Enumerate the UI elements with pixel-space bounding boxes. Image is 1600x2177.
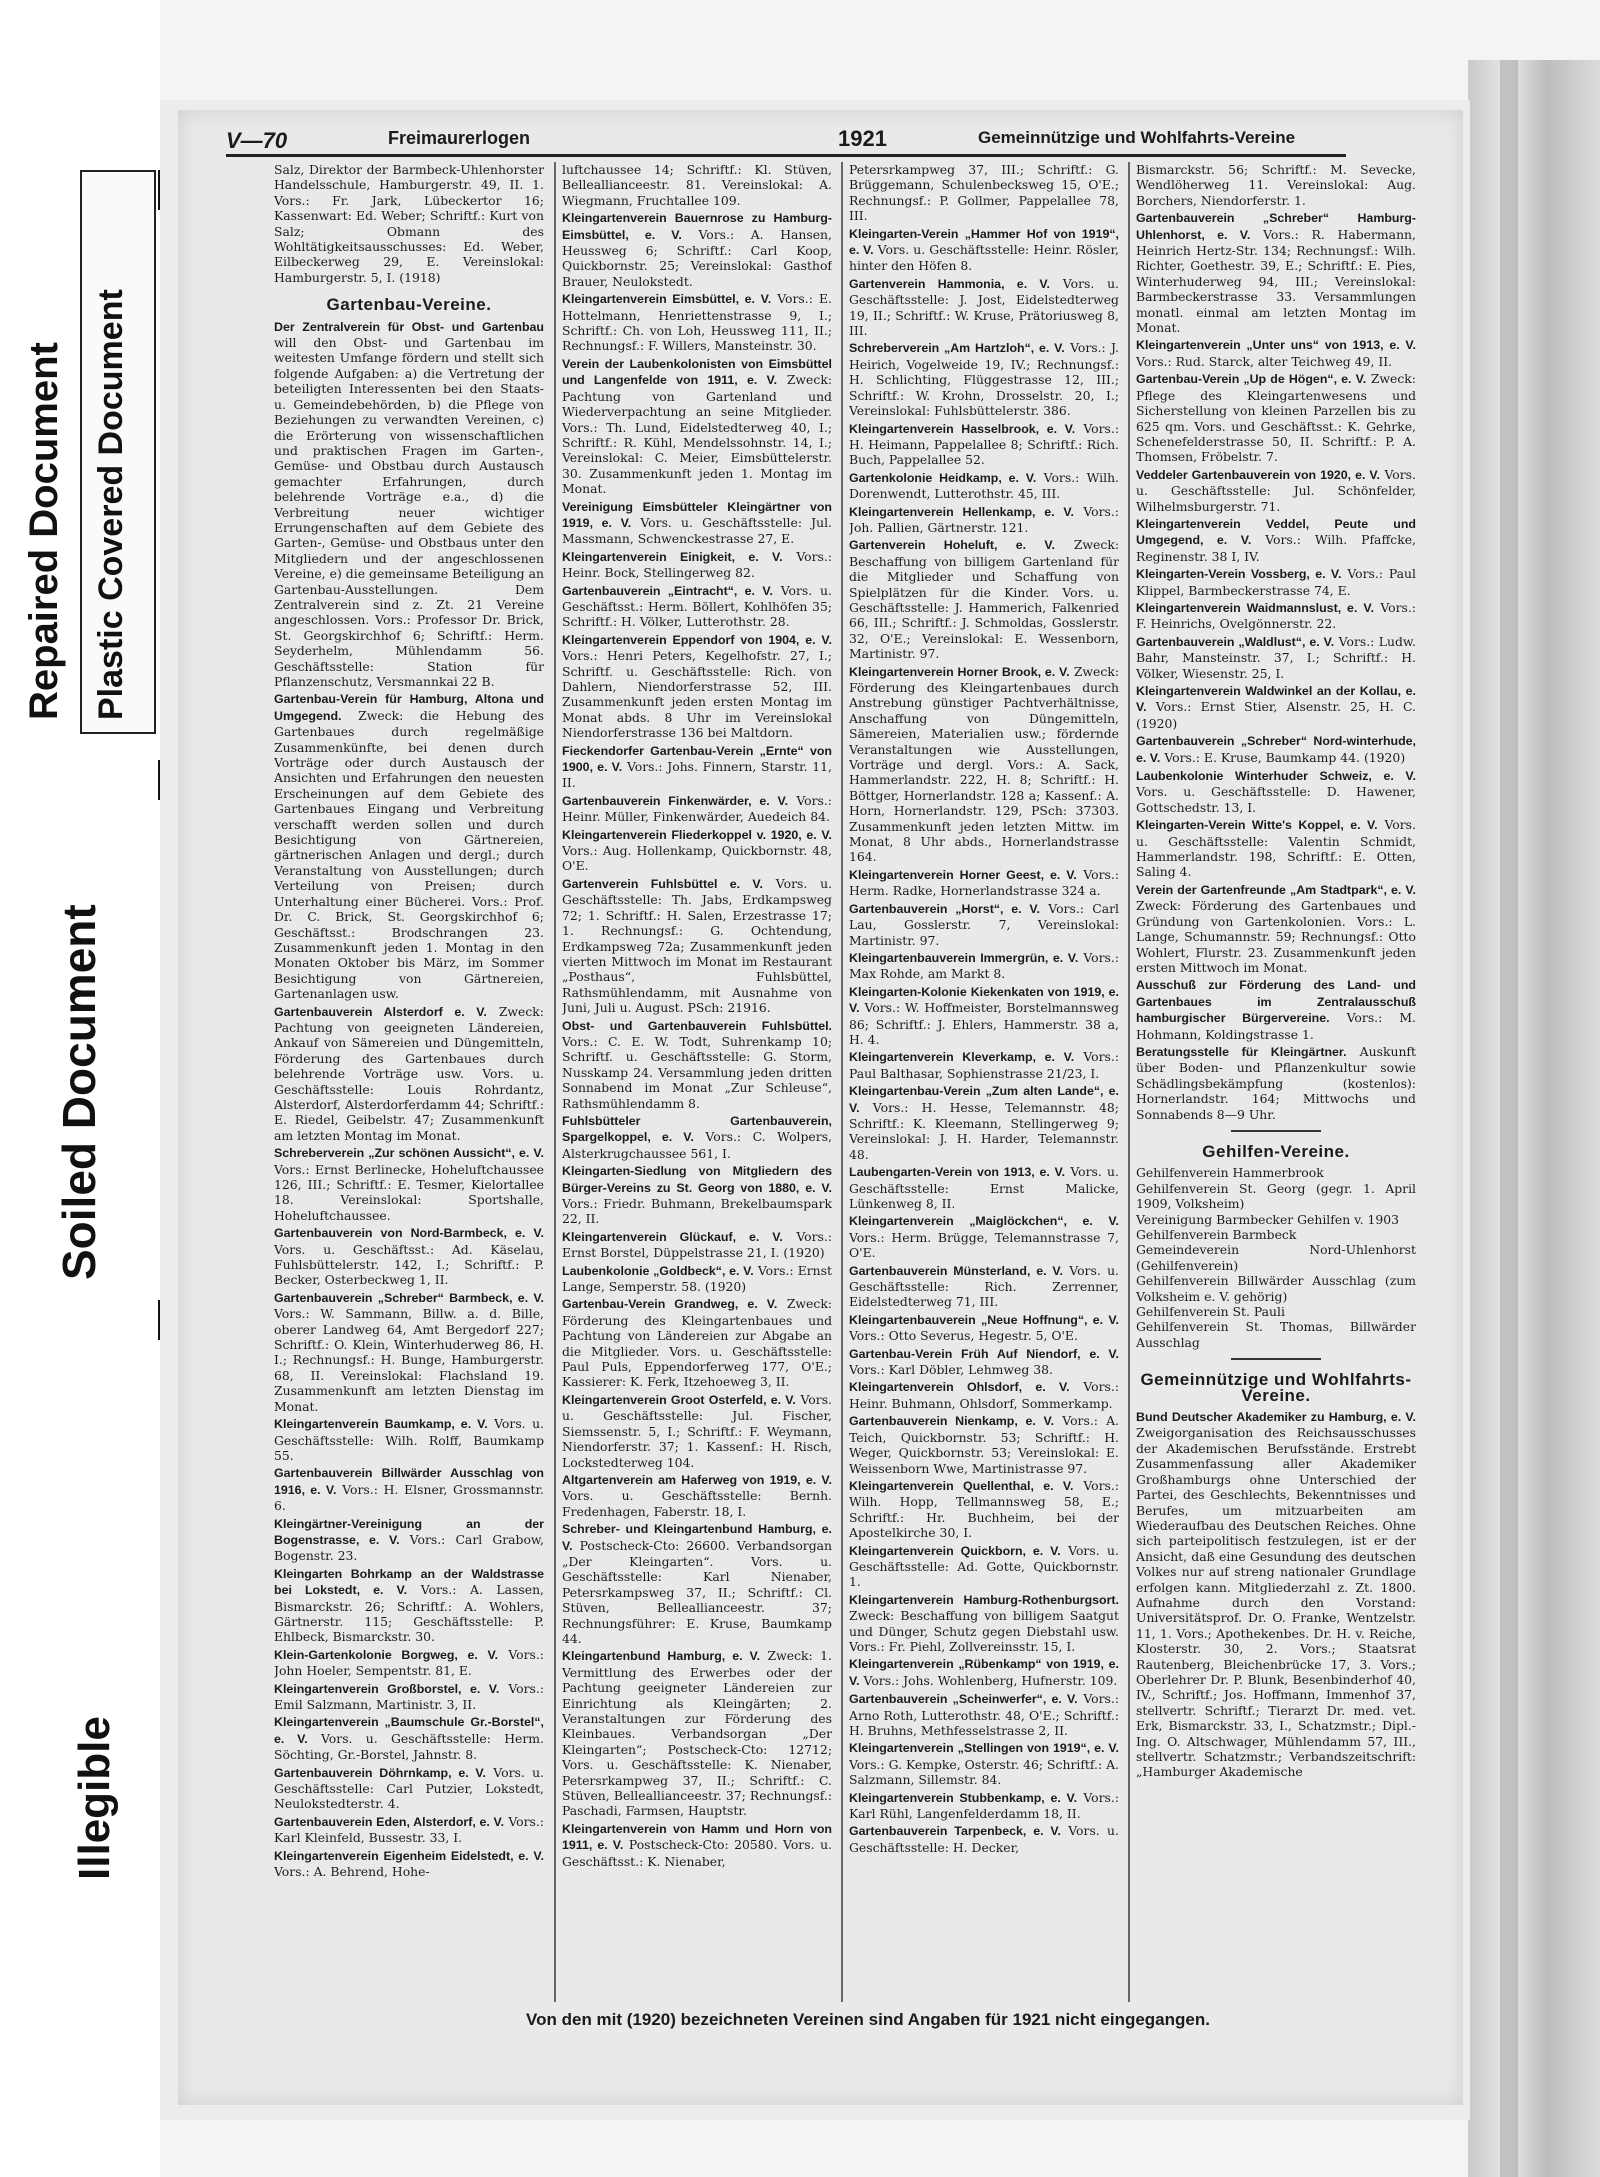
entry-text: Zweigorganisation des Reichsausschusses der Akademischen Berufsstände. Erstrebt Zusammenfassung aller Akademiker Großhamburgs ohne Unterschied der Partei, des Geschlechts, Bekenntnisses und Berufes, um mitzuarbeiten am Wiederaufbau des Deutschen Reiches. Ohne sich parteipolitisch festzulegen, ist er der Ansicht, daß eine Gesundung des deutschen Volkes nur auf streng nationaler Grundlage erfolgen kann. Mitgliederzahl z. Zt. 1800. Aufnahme durch den Vorstand: Universitätsprof. Dr. O. Franke, Wentzelstr. 11, 1. Vors.; Apothekenbes. Dr. H. v. Reiche, Klosterstr. 30, 2. Vors.; Staatsrat Rautenberg, Bleichenbrücke 17, 3. Vors.; Oberlehrer Dr. P. Blunk, Besenbinderhof 40, IV., Schriftf.; Jos. Hoffmann, Immenhof 37, stellvertr. Schriftf.; Tierarzt Dr. med. vet. Erk, Bismarckstr. 33, I., Schatzmstr.; Dipl.-Ing. O. Altschwager, Mühlendamm 57, III., stellvertr. Schatzmstr.; Verbandszeitschrift: „Hamburger Akademische bbox=[1136, 1425, 1416, 1780]
entry-name: Gartenbau-Verein Früh Auf Niendorf, e. V. bbox=[849, 1346, 1119, 1361]
entry-name: Gartenbauverein „Eintracht“, e. V. bbox=[562, 583, 773, 598]
list-item bbox=[849, 1312, 1119, 1344]
list-item bbox=[849, 1083, 1119, 1162]
entry-text: Zweck: Pflege des Kleingartenwesens und Sicherstellung von kleinen Parzellen bis zu 625 qm. Vors. und Geschäftsst.: K. Gehrke, Schenefelderstrasse 50, II. Schriftf.: P. A. Thomsen, Fröbelstr. 7. bbox=[1136, 371, 1416, 465]
intro-paragraph: Salz, Direktor der Barmbeck-Uhlenhorster Handelsschule, Hamburgerstr. 49, II. 1. Vors.: Fr. Jark, Lübeckertor 16; Kassenwart: Ed. Weber; Schriftf.: Kurt von Salz; Obmann des Wohltätigkeitsausschusses: Ed. Weber, Eilbeckerweg 29, E. Vereinslokal: Hamburgerstr. 5, I. (1918) bbox=[274, 162, 544, 285]
list-item: Gehilfenverein St. Thomas, Billwärder Ausschlag bbox=[1136, 1319, 1416, 1350]
entry-text: Vors.: G. Kempke, Osterstr. 46; Schriftf.: A. Salzmann, Sillemstr. 84. bbox=[849, 1756, 1119, 1788]
entry-name: Kleingartenverein Fliederkoppel v. 1920, e. V. bbox=[562, 827, 832, 842]
list-item bbox=[849, 162, 1119, 224]
list-item bbox=[562, 499, 832, 547]
entry-name: Vereinigung Eimsbütteler Kleingärtner von 1919, e. V. bbox=[562, 499, 832, 530]
entry-name: Kleingartenverein Eppendorf von 1904, e. V. bbox=[562, 632, 832, 647]
entry-name: Schreberverein „Am Hartzloh“, e. V. bbox=[849, 341, 1065, 356]
entry-name: Gartenbauverein „Schreber“ Hamburg-Uhlenhorst, e. V. bbox=[1136, 211, 1416, 242]
list-item bbox=[849, 664, 1119, 865]
entry-text: Vors. u. Geschäftsstelle: Valentin Schmidt, Hammerlandstr. 198, Schriftf.: E. Otten, Saling 4. bbox=[1136, 817, 1416, 880]
list-item: Gehilfenverein St. Georg (gegr. 1. April 1909, Volksheim) bbox=[1136, 1180, 1416, 1212]
entry-text: Vors.: Aug. Hollenkamp, Quickbornstr. 48, O'E. bbox=[562, 843, 832, 874]
list-item bbox=[849, 1790, 1119, 1822]
list-item bbox=[849, 1164, 1119, 1211]
list-item bbox=[562, 210, 832, 289]
entry-text: Vors.: Wilh. Dorenwendt, Lutterothstr. 45, III. bbox=[849, 469, 1119, 502]
list-item: Vereinigung Barmbecker Gehilfen v. 1903 bbox=[1136, 1211, 1400, 1227]
list-item bbox=[562, 876, 832, 1016]
entry-name: Bund Deutscher Akademiker zu Hamburg, e. V. bbox=[1136, 1410, 1416, 1425]
entry-name: Der Zentralverein für Obst- und Gartenbau bbox=[274, 319, 544, 334]
list-item bbox=[274, 1681, 544, 1713]
soiled-label: Soiled Document bbox=[53, 904, 105, 1280]
entry-name: Fuhlsbütteler Gartenbauverein, Spargelkoppel, e. V. bbox=[562, 1113, 832, 1145]
list-item bbox=[562, 632, 832, 741]
list-item bbox=[562, 1392, 832, 1470]
section-rule bbox=[1231, 1130, 1321, 1132]
entry-name: Gartenbau-Verein für Hamburg, Altona und Umgegend. bbox=[274, 692, 544, 723]
entry-text: Vors.: Heinr. Bock, Stellingerweg 82. bbox=[562, 548, 832, 581]
section-rule bbox=[1231, 1358, 1321, 1360]
entry-name: Laubenkolonie Winterhuder Schweiz, e. V. bbox=[1136, 769, 1416, 784]
list-item bbox=[562, 743, 832, 791]
list-item bbox=[1136, 683, 1416, 731]
list-item bbox=[849, 901, 1119, 948]
list-item bbox=[274, 1848, 544, 1880]
entry-name: Altgartenverein am Haferweg von 1919, e. V. bbox=[562, 1472, 832, 1487]
list-item bbox=[274, 1145, 544, 1223]
entry-text: Vors.: Friedr. Buhmann, Brekelbaumspark 22, II. bbox=[562, 1196, 832, 1227]
list-item: Gehilfenverein Hammerbrook bbox=[1136, 1165, 1324, 1181]
list-item bbox=[274, 1647, 544, 1679]
entry-text: Vors.: Carl Grabow, Bogenstr. 23. bbox=[274, 1531, 544, 1564]
column-divider bbox=[841, 162, 843, 2002]
column-2 bbox=[562, 162, 832, 2002]
list-item bbox=[274, 1814, 544, 1846]
entry-name: Kleingarten Bohrkamp an der Waldstrasse bei Lokstedt, e. V. bbox=[274, 1566, 544, 1598]
entry-name: Kleingartenverein Veddel, Peute und Umgegend, e. V. bbox=[1136, 516, 1416, 548]
entry-name: Gartenbauverein „Scheinwerfer“, e. V. bbox=[849, 1692, 1078, 1707]
entry-text: Zweck: Förderung des Kleingartenbaues und Pachtung von Ländereien zur Abgabe an die Mitglieder. Vors. u. Geschäftsstelle: Paul Puls, Eppendorferweg 177, O'E.; Kassierer: K. Ferk, Itzehoeweg 3, II. bbox=[562, 1296, 832, 1390]
header-rule bbox=[226, 154, 1346, 157]
list-item bbox=[562, 583, 832, 630]
running-header bbox=[178, 118, 1463, 158]
entry-name: Beratungsstelle für Kleingärtner. bbox=[1136, 1044, 1347, 1059]
list-item bbox=[274, 1290, 544, 1414]
list-item bbox=[849, 1656, 1119, 1689]
list-item bbox=[562, 356, 832, 497]
entry-text: Vors. u. Geschäftsstelle: Wilh. Rolff, Baumkamp 55. bbox=[274, 1416, 544, 1463]
entry-text: Vors.: Johs. Wohlenberg, Hufnerstr. 109. bbox=[863, 1672, 1118, 1688]
entry-text: Vors. u. Geschäftsstelle: Jul. Massmann, Schwenckestrasse 27, E. bbox=[562, 514, 832, 547]
list-item bbox=[274, 1004, 544, 1144]
entry-text: Postscheck-Cto: 20580. Vors. u. Geschäftsst.: K. Nienaber, bbox=[562, 1837, 832, 1869]
illegible-label: Illegible bbox=[70, 1716, 119, 1880]
list-item: Gehilfenverein St. Pauli bbox=[1136, 1304, 1285, 1320]
entry-name: Laubengarten-Verein von 1913, e. V. bbox=[849, 1165, 1066, 1180]
entry-text: Vors.: Henri Peters, Kegelhofstr. 27, I.; Schriftf. u. Geschäftsstelle: Rich. von Dahlern, Niendorferstrasse 52, III. Zusammenkunft jeden ersten Montag im Monat abds. 8 Uhr im Vereinslokal Niendorferstrasse 136 bei Maltdorn. bbox=[562, 648, 832, 741]
entry-name: Gartenbauverein Tarpenbeck, e. V. bbox=[849, 1824, 1061, 1839]
entry-text: Vors.: H. Hesse, Telemannstr. 48; Schriftf.: K. Kleemann, Stellingerweg 9; Vereinslokal: J. H. Harder, Telemannstr. 48. bbox=[849, 1099, 1119, 1162]
entry-name: Kleingartenverein „Maiglöckchen“, e. V. bbox=[849, 1214, 1119, 1229]
list-item bbox=[849, 1691, 1119, 1738]
entry-list bbox=[1136, 1409, 1416, 1780]
entry-text: Vors.: Ernst Lange, Semperstr. 58. (1920) bbox=[562, 1262, 832, 1295]
list-item bbox=[1136, 817, 1416, 880]
entry-name: Kleingartenverein „Baumschule Gr.-Borstel“, e. V. bbox=[274, 1715, 544, 1746]
entry-text: Vors.: Karl Kleinfeld, Bussestr. 33, I. bbox=[274, 1813, 544, 1846]
list-item bbox=[274, 1516, 544, 1564]
list-item bbox=[562, 1018, 832, 1111]
list-item bbox=[849, 1263, 1119, 1310]
entry-text: Vors.: Herm. Radke, Hornerlandstrasse 324 a. bbox=[849, 866, 1119, 899]
entry-text: Vors.: H. Elsner, Grossmannstr. 6. bbox=[274, 1481, 544, 1514]
entry-name: Kleingarten-Verein „Hammer Hof von 1919“, e. V. bbox=[849, 226, 1119, 258]
list-item bbox=[562, 1521, 832, 1646]
list-item bbox=[1136, 210, 1416, 335]
entry-name: Gartenbauverein „Schreber“ Barmbeck, e. V. bbox=[274, 1290, 544, 1305]
book-binding bbox=[1468, 60, 1600, 2177]
entry-name: Kleingartenverein Waldwinkel an der Kollau, e. V. bbox=[1136, 684, 1416, 715]
entry-name: Kleingartenbund Hamburg, e. V. bbox=[562, 1649, 761, 1664]
entry-name: Kleingartenverein „Stellingen von 1919“, e. V. bbox=[849, 1741, 1119, 1756]
list-item bbox=[274, 1714, 544, 1762]
entry-text: Vors.: Heinr. Müller, Finkenwärder, Auedeich 84. bbox=[562, 792, 832, 825]
entry-text: Zweck: die Hebung des Gartenbaues durch regelmäßige Zusammenkünfte, bei denen durch Vorträge oder durch Austausch der Ansichten und Erfahrungen den neuesten Erscheinungen auf dem Gebiete des Gartenbaues Eingang und Verbreitung verschafft werden sollen und durch Besichtigung von Gärtnereien, gärtnerischen Anlagen und dergl.; durch Veranstaltung von Ausstellungen; durch Verteilung von Preisen; durch Unterhaltung einer Bücherei. Vors.: Prof. Dr. C. Brick, St. Georgskirchhof 6; Geschäftsst.: Brodschrangen 23. Zusammenkunft jeden 1. Montag in den Monaten Oktober bis März, im Sommer Besichtigung von Gärtnereien, Gartenanlagen usw. bbox=[274, 707, 544, 1002]
entry-name: Kleingartenverein Eigenheim Eidelstedt, e. V. bbox=[274, 1848, 544, 1863]
list-item bbox=[1136, 566, 1416, 598]
entry-text: Vors.: Johs. Finnern, Starstr. 11, II. bbox=[562, 759, 832, 791]
list-item bbox=[562, 1296, 832, 1389]
column-divider bbox=[554, 162, 556, 2002]
entry-name: Kleingartenverein Glückauf, e. V. bbox=[562, 1229, 783, 1244]
entry-name: Gartenbauverein Münsterland, e. V. bbox=[849, 1263, 1063, 1278]
entry-text: Vors. u. Geschäftsstelle: Heinr. Rösler, hinter den Höfen 8. bbox=[849, 242, 1119, 274]
list-item bbox=[849, 1823, 1119, 1855]
list-item bbox=[849, 1592, 1119, 1655]
entry-text: Vors.: Wilh. Pfaffcke, Reginenstr. 38 I, IV. bbox=[1136, 532, 1416, 564]
entry-name: Kleingartenverein Horner Brook, e. V. bbox=[849, 664, 1070, 679]
list-item bbox=[849, 1740, 1119, 1787]
entry-name: Veddeler Gartenbauverein von 1920, e. V. bbox=[1136, 467, 1380, 482]
entry-name: Gartenbauverein Nienkamp, e. V. bbox=[849, 1414, 1055, 1429]
entry-name: Kleingartenverein Quellenthal, e. V. bbox=[849, 1478, 1074, 1493]
entry-name: Kleingartenverein Einigkeit, e. V. bbox=[562, 549, 783, 564]
entry-name: Gartenbauverein Billwärder Ausschlag von 1916, e. V. bbox=[274, 1466, 544, 1497]
entry-text: Vors.: Heinr. Buhmann, Ohlsdorf, Sommerkamp. bbox=[849, 1379, 1119, 1411]
list-item bbox=[1136, 467, 1416, 514]
list-item: Gehilfenverein Billwärder Ausschlag (zum Volksheim e. V. gehörig) bbox=[1136, 1273, 1416, 1304]
list-item bbox=[1136, 882, 1416, 975]
list-item bbox=[1136, 1044, 1416, 1122]
entry-text: Vors.: Emil Salzmann, Martinistr. 3, II. bbox=[274, 1680, 544, 1712]
entry-text: Vors.: Otto Severus, Hegestr. 5, O'E. bbox=[849, 1328, 1078, 1344]
entry-name: Kleingartenverein Groot Osterfeld, e. V. bbox=[562, 1392, 796, 1407]
list-item bbox=[274, 1225, 544, 1288]
list-item bbox=[1136, 600, 1416, 632]
list-item bbox=[1136, 768, 1416, 815]
list-item bbox=[1136, 162, 1416, 208]
header-left: Freimaurerlogen bbox=[388, 128, 531, 148]
entry-text: Vors.: Paul Balthasar, Sophienstrasse 21/23, I. bbox=[849, 1049, 1119, 1081]
entry-name: Gartenverein Fuhlsbüttel e. V. bbox=[562, 876, 763, 891]
entry-text: Vors.: Ernst Borstel, Düppelstrasse 21, I. (1920) bbox=[562, 1228, 832, 1261]
list-item bbox=[1136, 977, 1416, 1042]
entry-text: Vors.: Rud. Starck, alter Teichweg 49, II. bbox=[1136, 353, 1393, 369]
entry-text: Zweck: Beschaffung von billigem Gartenland für die Mitglieder und Schaffung von Spielplätzen für die Kinder. Vors. u. Geschäftsstelle: J. Hammerich, Falkenried 66, III.; Schriftf.: J. Schmoldas, Gosslerstr. 32, O'E.; Vereinslokal: E. Wessenborn, Martinistr. 97. bbox=[849, 537, 1119, 662]
entry-text: Vors.: Herm. Brügge, Telemannstrasse 7, O'E. bbox=[849, 1229, 1119, 1261]
list-item: Gehilfenverein Barmbeck bbox=[1136, 1227, 1297, 1242]
list-item bbox=[849, 1413, 1119, 1476]
entry-name: Kleingartenverein „Rübenkamp“ von 1919, e. V. bbox=[849, 1657, 1119, 1688]
entry-text: Zweck: Förderung des Kleingartenbaues durch Anstrebung günstiger Pachtverhältnisse, Anschaffung von Düngemitteln, Sämereien, Materialien usw.; fördernde Veranstaltungen wie Ausstellungen, Vorträge und dergl. Vors.: A. Sack, Hammerlandstr. 222, H. 8; Schriftf.: H. Böttger, Hornerlandstr. 128 a; Kassenf.: A. Horn, Hornerlandstr. 129, PSch: 37303. Zusammenkunft jeden letzten Mittw. im Monat, 8 Uhr abds., Hornerlandstrasse 164. bbox=[849, 663, 1119, 865]
entry-text: Bismarckstr. 56; Schriftf.: M. Sevecke, Wendlöherweg 11. Vereinslokal: Aug. Borchers, Niendorferstr. 1. bbox=[1136, 162, 1416, 208]
entry-text: Vors.: Karl Döbler, Lehmweg 38. bbox=[849, 1362, 1053, 1378]
list-item bbox=[849, 1478, 1119, 1541]
entry-text: Vors.: J. Heirich, Vogelweide 19, IV.; Rechnungsf.: H. Schlichting, Flüggestrasse 12, III.; Schriftf.: W. Krohn, Drosselstr. 20, I.; Vereinslokal: Fuhlsbüttelerstr. 386. bbox=[849, 340, 1119, 419]
entry-name: Kleingarten-Kolonie Kiekenkaten von 1919, e. V. bbox=[849, 984, 1119, 1016]
column-3 bbox=[849, 162, 1119, 2002]
entry-text: Vors.: A. Hansen, Heussweg 6; Schriftf.: Carl Koop, Quickbornstr. 25; Vereinslokal: Gasthof Brauer, Neulokstedt. bbox=[562, 226, 832, 289]
entry-name: Schreber- und Kleingartenbund Hamburg, e. V. bbox=[562, 1522, 832, 1553]
entry-name: Kleingarten-Verein Vossberg, e. V. bbox=[1136, 567, 1342, 582]
list-item bbox=[1136, 371, 1416, 464]
binding-shadow bbox=[1500, 60, 1518, 2177]
entry-text: Zweck: Förderung des Gartenbaues und Gründung von Gartenkolonien. Vors.: L. Lange, Schumannstr. 59; Rechnungsf.: Otto Wohlert, Flurstr. 23. Zusammenkunft jeden ersten Mittwoch im Monat. bbox=[1136, 898, 1416, 975]
entry-text: Vors.: C. E. W. Todt, Suhrenkamp 10; Schriftf. u. Geschäftsstelle: G. Storm, Nusskamp 24. Versammlung jeden dritten Sonnabend im Monat „Zur Schleuse“, Rathsmühlendamm 8. bbox=[562, 1033, 832, 1111]
entry-name: Kleingartenverein Eimsbüttel, e. V. bbox=[562, 292, 772, 307]
entry-text: Vors.: A. Teich, Quickbornstr. 53; Schriftf.: H. Weger, Quickbornstr. 53; Vereinslokal: E. Weissenborn Wwe, Martinistrasse 97. bbox=[849, 1413, 1119, 1476]
list-item bbox=[849, 1049, 1119, 1081]
archive-strip bbox=[0, 0, 160, 2177]
entry-name: Fieckendorfer Gartenbau-Verein „Ernte“ von 1900, e. V. bbox=[562, 743, 832, 775]
entry-name: Gartenkolonie Heidkamp, e. V. bbox=[849, 470, 1037, 485]
list-item bbox=[849, 504, 1119, 536]
entry-text: Vors.: Wilh. Hopp, Tellmannsweg 58, E.; Schriftf.: Hr. Buchheim, bei der Apostelkirche 30, I. bbox=[849, 1477, 1119, 1541]
list-item bbox=[562, 162, 832, 208]
list-item bbox=[274, 1465, 544, 1513]
entry-text: Vors. u. Geschäftsstelle: D. Hawener, Gottschedstr. 13, I. bbox=[1136, 784, 1416, 815]
entry-text: Postscheck-Cto: 26600. Verbandsorgan „Der Kleingarten“. Vors. u. Geschäftsstelle: Karl Nienaber, Petersrkampsweg 37, II.; Schriftf.: Cl. Stüven, Belleallianceestr. 37; Rechnungsführer: E. Kruse, Baumkamp 44. bbox=[562, 1537, 832, 1646]
list-item bbox=[274, 691, 544, 1001]
list-item bbox=[849, 867, 1119, 899]
entry-text: Vors.: H. Heimann, Pappelallee 8; Schriftf.: Rich. Buch, Pappelallee 52. bbox=[849, 420, 1119, 468]
entry-list bbox=[274, 319, 544, 1880]
entry-name: Gartenbauverein Finkenwärder, e. V. bbox=[562, 793, 789, 808]
list-item bbox=[1136, 634, 1416, 681]
section-title-wohlfahrt: Gemeinnützige und Wohlfahrts-Vereine. bbox=[1140, 1370, 1412, 1405]
entry-text: Vors. u. Geschäftsstelle: Jul. Schönfelder, Wilhelmsburgerstr. 71. bbox=[1136, 466, 1416, 514]
entry-name: Ausschuß zur Förderung des Land- und Gartenbaues im Zentralausschuß hamburgischer Bürgervereine. bbox=[1136, 978, 1416, 1026]
entry-name: Laubenkolonie „Goldbeck“, e. V. bbox=[562, 1263, 754, 1278]
list-item: Gemeindeverein Nord-Uhlenhorst (Gehilfenverein) bbox=[1136, 1242, 1416, 1273]
list-item bbox=[274, 1416, 544, 1463]
entry-text: luftchaussee 14; Schriftf.: Kl. Stüven, Belleallianceestr. 81. Vereinslokal: A. Wiegmann, Fruchtallee 109. bbox=[562, 162, 832, 208]
entry-list bbox=[1136, 162, 1416, 1122]
entry-name: Gartenbauverein „Schreber“ Nord-winterhude, e. V. bbox=[1136, 734, 1416, 765]
entry-name: Kleingartenverein Großborstel, e. V. bbox=[274, 1681, 500, 1696]
list-item bbox=[562, 827, 832, 874]
entry-name: Kleingartenverein Quickborn, e. V. bbox=[849, 1543, 1061, 1558]
list-item bbox=[562, 549, 832, 581]
entry-text: Vors.: Carl Lau, Gosslerstr. 7, Vereinslokal: Martinistr. 97. bbox=[849, 900, 1119, 948]
entry-name: Verein der Gartenfreunde „Am Stadtpark“, e. V. bbox=[1136, 882, 1416, 897]
page-number: V—70 bbox=[226, 128, 288, 153]
page-content bbox=[178, 110, 1463, 2105]
list-item bbox=[274, 1765, 544, 1812]
list-item bbox=[849, 421, 1119, 468]
entry-name: Verein der Laubenkolonisten von Eimsbüttel und Langenfelde von 1911, e. V. bbox=[562, 356, 832, 388]
list-item bbox=[1136, 516, 1416, 564]
entry-text: Vors.: E. Hottelmann, Henriettenstrasse 9, I.; Schriftf.: Ch. von Loh, Heussweg 111, II.; Rechnungsf.: F. Willers, Mansteinstr. 30. bbox=[562, 291, 832, 354]
entry-text: will den Obst- und Gartenbau im weitesten Umfange fördern und stellt sich folgende Aufgaben: a) die Vertretung der beteiligten Interessenten bei den Staats- u. Gemeindebehörden, b) die Pflege von Beziehungen zu verwandten Vereinen, c) die Erörterung von wissenschaftlichen und praktischen Fragen im Garten-, Gemüse- und Obstbau durch Austausch gemachter Erfahrungen, durch belehrende Vorträge e.a., d) die Verbreitung neuer wichtiger Errungenschaften auf dem Gebiete des Garten-, Gemüse- und Obstbaus unter den Mitgliedern und der angeschlossenen Vereine, e) die gemeinsame Beteiligung an Gartenbau-Ausstellungen. Dem Zentralverein sind z. Zt. 21 Vereine angeschlossen. Vors.: Professor Dr. Brick, St. Georgskirchhof 6; Schriftf.: Herm. Seyderhelm, Mühlendamm 56. Geschäftsstelle: Station für Pflanzenschutz, Versmannkai 22 B. bbox=[274, 335, 544, 689]
entry-text: Vors.: M. Hohmann, Koldingstrasse 1. bbox=[1136, 1010, 1416, 1042]
entry-name: Gartenbauverein Alsterdorf e. V. bbox=[274, 1004, 487, 1019]
entry-name: Gartenverein Hammonia, e. V. bbox=[849, 276, 1050, 291]
entry-name: Obst- und Gartenbauverein Fuhlsbüttel. bbox=[562, 1018, 832, 1033]
entry-text: Vors. u. Geschäftsstelle: Rich. Zerrenner, Eidelstedterweg 71, III. bbox=[849, 1262, 1119, 1310]
entry-name: Kleingartenbauverein Immergrün, e. V. bbox=[849, 950, 1079, 965]
entry-text: Vors.: C. Wolpers, Alsterkrugchaussee 561, I. bbox=[562, 1129, 832, 1161]
list-item bbox=[1136, 733, 1416, 766]
header-year: 1921 bbox=[838, 126, 887, 151]
entry-name: Schreberverein „Zur schönen Aussicht“, e. V. bbox=[274, 1146, 544, 1161]
entry-name: Kleingarten-Verein Witte's Koppel, e. V. bbox=[1136, 818, 1378, 833]
list-item bbox=[849, 950, 1119, 982]
entry-name: Kleingartenverein von Hamm und Horn von 1911, e. V. bbox=[562, 1821, 832, 1853]
column-4 bbox=[1136, 162, 1416, 2002]
list-item bbox=[274, 1566, 544, 1645]
entry-name: Kleingarten-Siedlung von Mitgliedern des Bürger-Vereins zu St. Georg von 1880, e. V. bbox=[562, 1164, 832, 1195]
entry-text: Vors.: W. Sammann, Billw. a. d. Bille, oberer Landweg 64, Amt Bergedorf 227; Schriftf.: O. Klein, Winterhuderweg 86, H. I.; Rechnungsf.: H. Bunge, Hamburgerstr. 68, II. Vereinslokal: Flachsland 19. Zusammenkunft am letzten Dienstag im Monat. bbox=[274, 1306, 544, 1414]
entry-text: Vors. u. Geschäftsstelle: Ernst Malicke, Lünkenweg 8, II. bbox=[849, 1164, 1119, 1211]
entry-text: Vors. u. Geschäftsstelle: H. Decker, bbox=[849, 1823, 1119, 1855]
entry-text: Vors. u. Geschäftsstelle: Carl Putzier, Lokstedt, Neulokstedterstr. 4. bbox=[274, 1764, 544, 1812]
list-item bbox=[562, 1229, 832, 1261]
list-item bbox=[849, 1543, 1119, 1590]
entry-text: Vors.: Arno Roth, Lutterothstr. 48, O'E.; Schriftf.: H. Bruhns, Methfesselstrasse 2, II. bbox=[849, 1691, 1119, 1738]
entry-name: Gartenbau-Verein Grandweg, e. V. bbox=[562, 1297, 778, 1312]
entry-name: Gartenbauverein Eden, Alsterdorf, e. V. bbox=[274, 1814, 505, 1829]
section-title-gartenbau: Gartenbau-Vereine. bbox=[326, 295, 492, 315]
entry-name: Gartenbauverein Döhrnkamp, e. V. bbox=[274, 1765, 487, 1780]
entry-text: Vors.: John Hoeler, Sempentstr. 81, E. bbox=[274, 1646, 544, 1679]
entry-name: Gartenbauverein „Horst“, e. V. bbox=[849, 901, 1040, 916]
entry-text: Vors. u. Geschäftsstelle: Jul. Fischer, Siemssenstr. 5, I.; Schriftf.: F. Weymann, Niendorferstr. 37; 1. Kassenf.: H. Risch, Lockstedterweg 104. bbox=[562, 1391, 832, 1470]
entry-text: Vors.: Joh. Pallien, Gärtnerstr. 121. bbox=[849, 503, 1119, 535]
entry-text: Vors.: Karl Rühl, Langenfelderdamm 18, II. bbox=[849, 1789, 1119, 1822]
entry-text: Vors. u. Geschäftsst.: Ad. Käselau, Fuhlsbüttelerstr. 142, I.; Schriftf.: P. Becker, Osterbeckweg 1, II. bbox=[274, 1241, 544, 1288]
entry-text: Petersrkampweg 37, III.; Schriftf.: G. Brüggemann, Schulenbecksweg 15, O'E.; Rechnungsf.: P. Gollmer, Pappelallee 78, III. bbox=[849, 162, 1119, 224]
entry-name: Kleingartenverein Bauernrose zu Hamburg-Eimsbüttel, e. V. bbox=[562, 211, 832, 242]
list-item bbox=[562, 1648, 832, 1818]
column-divider bbox=[1128, 162, 1130, 2002]
list-item bbox=[849, 1379, 1119, 1411]
entry-text: Vors. u. Geschäftsstelle: Bernh. Fredenhagen, Faberstr. 18, I. bbox=[562, 1488, 832, 1519]
entry-name: Kleingartenverein Ohlsdorf, e. V. bbox=[849, 1380, 1070, 1395]
entry-name: Kleingartenverein Hasselbrook, e. V. bbox=[849, 421, 1076, 436]
list-item bbox=[562, 793, 832, 825]
entry-name: Gartenverein Hoheluft, e. V. bbox=[849, 538, 1055, 553]
entry-text: Vors.: Ludw. Bahr, Mansteinstr. 37, I.; Schriftf.: H. Völker, Wiesenstr. 25, I. bbox=[1136, 633, 1416, 681]
entry-name: Kleingartenverein „Unter uns“ von 1913, e. V. bbox=[1136, 338, 1416, 353]
list-item bbox=[849, 470, 1119, 502]
entry-text: Vors.: E. Kruse, Baumkamp 44. (1920) bbox=[1164, 749, 1406, 765]
list-item bbox=[849, 340, 1119, 418]
entry-text: Auskunft über Boden- und Pflanzenkultur sowie Schädlingsbekämpfung (kostenlos): Hornerlandstr. 164; Mittwochs und Sonnabends 8—9 Uhr. bbox=[1136, 1043, 1416, 1122]
entry-text: Zweck: Beschaffung von billigem Saatgut und Dünger, Schutz gegen Diebstahl usw. Vors.: Fr. Piehl, Zollvereinsstr. 15, I. bbox=[849, 1608, 1119, 1654]
section-title-gehilfen: Gehilfen-Vereine. bbox=[1202, 1141, 1350, 1161]
list-item bbox=[562, 1472, 832, 1519]
entry-text: Vors.: Ernst Berlinecke, Hoheluftchaussee 126, III.; Schriftf.: E. Tesmer, Kielortallee 18. Vereinslokal: Sportshalle, Hoheluftchaussee. bbox=[274, 1161, 544, 1223]
entry-list bbox=[849, 162, 1119, 1855]
entry-name: Kleingartenverein Baumkamp, e. V. bbox=[274, 1417, 488, 1432]
entry-text: Vors. u. Geschäftsstelle: Ad. Gotte, Quickbornstr. 1. bbox=[849, 1542, 1119, 1590]
entry-list bbox=[562, 162, 832, 1869]
entry-text: Vors. u. Geschäftsst.: Herm. Böllert, Kohlhöfen 35; Schriftf.: H. Völker, Lutterothstr. 28. bbox=[562, 582, 832, 630]
gehilfen-list bbox=[1136, 1165, 1416, 1350]
entry-text: Vors.: R. Habermann, Heinrich Hertz-Str. 134; Rechnungsf.: Wilh. Richter, Goethestr. 39, E.; Schriftf.: E. Pies, Winterhuderweg 94, III.; Vereinslokal: Barmbeckerstrasse 33. Versammlungen monatl. einmal am letzten Montag im Monat. bbox=[1136, 226, 1416, 336]
list-item bbox=[1136, 337, 1416, 369]
entry-name: Gartenbauverein „Waldlust“, e. V. bbox=[1136, 634, 1335, 649]
entry-text: Vors.: Paul Klippel, Barmbeckerstrasse 74, E. bbox=[1136, 566, 1416, 598]
entry-name: Kleingartenverein Horner Geest, e. V. bbox=[849, 867, 1077, 882]
list-item bbox=[274, 319, 544, 690]
entry-text: Vors.: Ernst Stier, Alsenstr. 25, H. C. (1920) bbox=[1136, 699, 1416, 731]
entry-name: Kleingartenverein Waidmannslust, e. V. bbox=[1136, 600, 1374, 615]
list-item bbox=[849, 537, 1119, 661]
entry-text: Vors.: F. Heinrichs, Ovelgönnerstr. 22. bbox=[1136, 599, 1416, 632]
list-item bbox=[849, 226, 1119, 274]
entry-text: Zweck: 1. Vermittlung des Erwerbes oder der Pachtung geeigneter Ländereien zur Einrichtung als Kleingärten; 2. Veranstaltungen zur Förderung des Kleinbaues. Verbandsorgan „Der Kleingarten“; Postscheck-Cto: 12712; Vors. u. Geschäftsstelle: K. Nienaber, Petersrkampweg 37, II.; Schriftf.: C. Stüven, Belleallianceestr. 37; Rechnungsf.: Paschadi, Farmsen, Hauptstr. bbox=[562, 1648, 832, 1819]
entry-name: Kleingartenverein Kleverkamp, e. V. bbox=[849, 1050, 1075, 1065]
entry-name: Kleingartenverein Stubbenkamp, e. V. bbox=[849, 1790, 1078, 1805]
list-item bbox=[562, 1113, 832, 1161]
list-item bbox=[562, 1163, 832, 1227]
entry-name: Klein-Gartenkolonie Borgweg, e. V. bbox=[274, 1647, 499, 1662]
entry-text: Vors. u. Geschäftsstelle: Th. Jabs, Erdkampsweg 72; 1. Schriftf.: H. Salen, Erzestrasse 17; 1. Rechnungsf.: G. Ochtendung, Erdkampsweg 72a; Zusammenkunft jeden vierten Mittwoch im Monat im Restaurant „Posthaus“, Fuhlsbüttel, Rathsmühlendamm, mit Ausnahme von Juni, Juli u. August. PSch: 21916. bbox=[562, 875, 832, 1016]
list-item bbox=[562, 291, 832, 354]
entry-text: Vors.: A. Behrend, Hohe- bbox=[274, 1864, 430, 1880]
repaired-label: Repaired Document bbox=[22, 342, 66, 720]
list-item bbox=[849, 1346, 1119, 1378]
scanned-page bbox=[160, 100, 1470, 2120]
entry-text: Vors. u. Geschäftsstelle: Herm. Söchting, Gr.-Borstel, Jahnstr. 8. bbox=[274, 1730, 544, 1763]
list-item bbox=[1136, 1409, 1416, 1780]
entry-name: Kleingartenverein Hellenkamp, e. V. bbox=[849, 504, 1074, 519]
entry-text: Vors.: W. Hoffmeister, Borstelmannsweg 86; Schriftf.: J. Ehlers, Hammerstr. 38 a, H. 4. bbox=[849, 1000, 1119, 1047]
entry-name: Kleingärtner-Vereinigung an der Bogenstrasse, e. V. bbox=[274, 1516, 544, 1547]
list-item bbox=[562, 1821, 832, 1869]
entry-name: Kleingartenbauverein „Neue Hoffnung“, e. V. bbox=[849, 1312, 1119, 1327]
entry-text: Zweck: Pachtung von geeigneten Ländereien, Ankauf von Sämereien und Düngemitteln, Förderung des Gartenbaues durch belehrende Vorträge usw. Vors. u. Geschäftsstelle: Louis Rohrdantz, Alsterdorf, Alsterdorferdamm 44; Schriftf.: E. Riedel, Geibelstr. 47; Zusammenkunft am letzten Montag im Monat. bbox=[274, 1003, 544, 1143]
entry-text: Vors.: A. Lassen, Bismarckstr. 26; Schriftf.: A. Wohlers, Gärtnerstr. 115; Geschäftsstelle: P. Ehlbeck, Bismarckstr. 30. bbox=[274, 1582, 544, 1645]
plastic-covered-label: Plastic Covered Document bbox=[92, 289, 130, 720]
list-item bbox=[562, 1263, 832, 1295]
entry-text: Vors.: Max Rohde, am Markt 8. bbox=[849, 949, 1119, 982]
entry-text: Zweck: Pachtung von Gartenland und Wiederverpachtung an seine Mitglieder. Vors.: Th. Lund, Eidelstedterweg 40, I.; Schriftf.: R. Kühl, Mendelssohnstr. 14, I.; Vereinslokal: C. Meier, Eimsbüttelerstr. 30. Zusammenkunft jeden 1. Montag im Monat. bbox=[562, 372, 832, 497]
entry-name: Kleingartenbau-Verein „Zum alten Lande“, e. V. bbox=[849, 1084, 1119, 1115]
list-item bbox=[849, 276, 1119, 339]
column-1 bbox=[274, 162, 544, 2002]
entry-name: Gartenbau-Verein „Up de Högen“, e. V. bbox=[1136, 372, 1367, 387]
entry-text: Vors. u. Geschäftsstelle: J. Jost, Eidelstedterweg 19, II.; Schriftf.: W. Kruse, Prätoriusweg 8, III. bbox=[849, 275, 1119, 339]
entry-name: Gartenbauverein von Nord-Barmbeck, e. V. bbox=[274, 1226, 544, 1241]
list-item bbox=[849, 984, 1119, 1048]
header-right: Gemeinnützige und Wohlfahrts-Vereine bbox=[978, 128, 1296, 147]
page-footer-note: Von den mit (1920) bezeichneten Vereinen sind Angaben für 1921 nicht eingegangen. bbox=[526, 2010, 1210, 2029]
list-item bbox=[849, 1213, 1119, 1260]
entry-name: Kleingartenverein Hamburg-Rothenburgsort. bbox=[849, 1592, 1119, 1607]
